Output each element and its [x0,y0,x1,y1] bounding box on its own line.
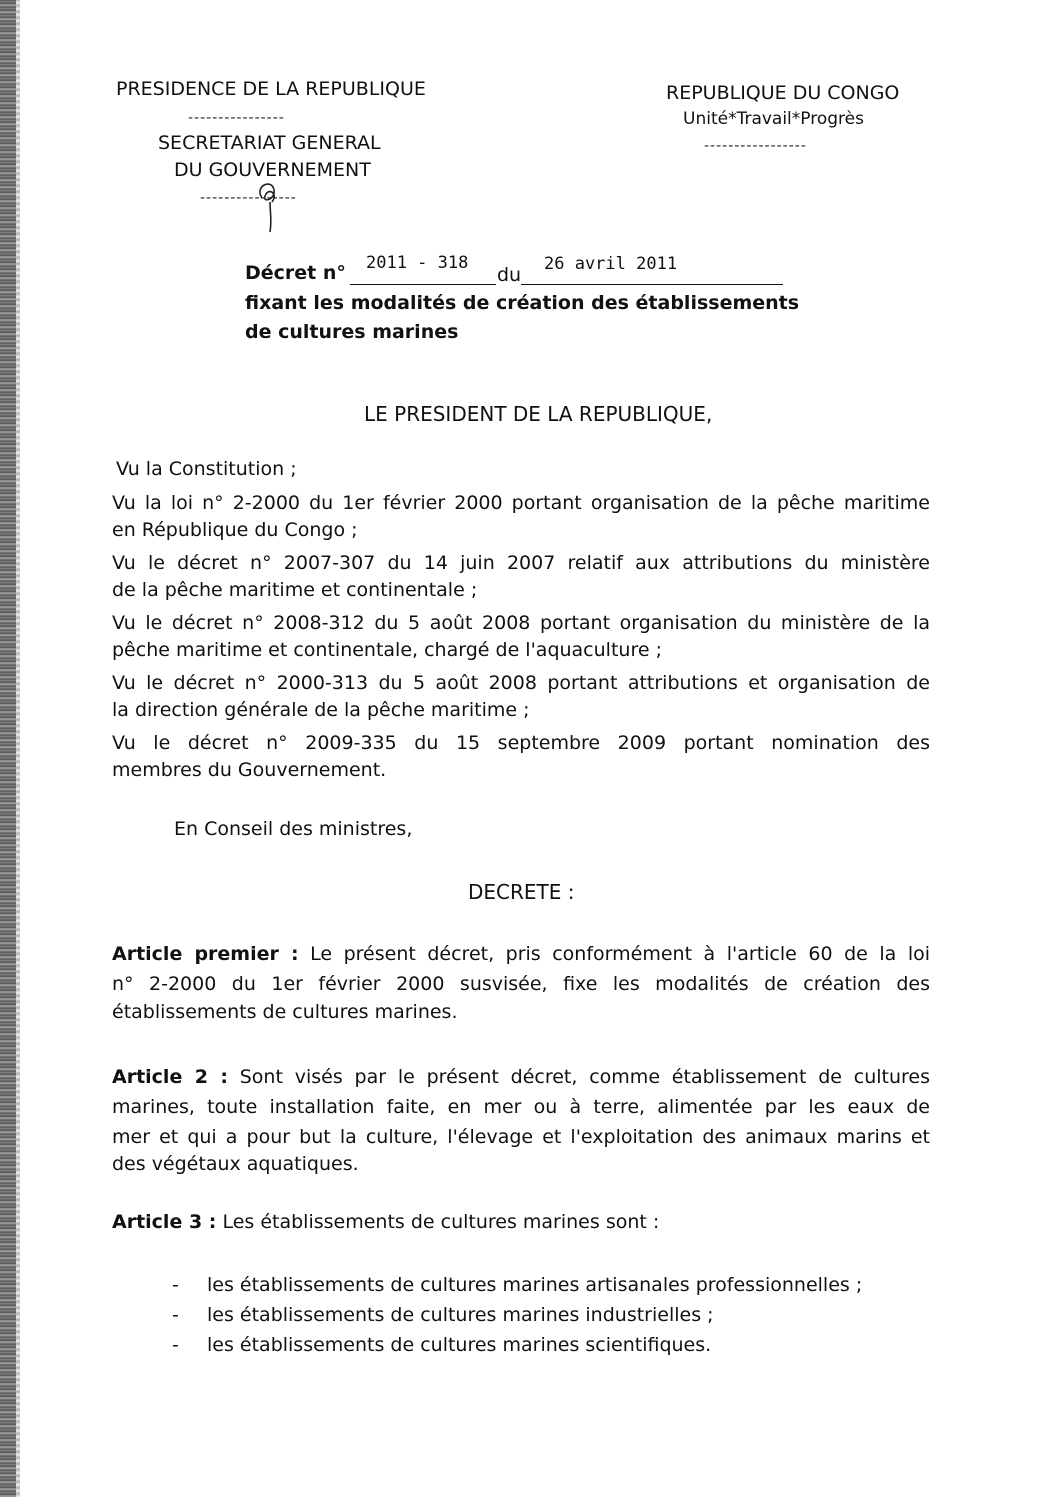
article-1-text-1: Le présent décret, pris conformément à l'article 60 de la loi [310,943,930,965]
article-3-bullet-1: - [172,1274,179,1296]
article-2-line-4: des végétaux aquatiques. [112,1153,359,1175]
article-2-label: Article 2 : [112,1066,228,1088]
header-right-divider: ----------------- [704,138,807,154]
article-1-line-3: établissements de cultures marines. [112,1001,458,1023]
header-left-divider-1: ---------------- [188,110,285,126]
visa-line-9: la direction générale de la pêche maritime ; [112,699,530,721]
visa-line-4: Vu le décret n° 2007-307 du 14 juin 2007 relatif aux attributions du ministère [112,552,930,574]
visa-line-7: pêche maritime et continentale, chargé de l'aquaculture ; [112,639,662,661]
article-3-label: Article 3 : [112,1211,217,1233]
header-secretariat: SECRETARIAT GENERAL [158,132,381,154]
article-2-line-2: marines, toute installation faite, en mer ou à terre, alimentée par les eaux de [112,1096,930,1118]
header-gouvernement: DU GOUVERNEMENT [174,159,371,181]
article-2-line-3: mer et qui a pour but la culture, l'élevage et l'exploitation des animaux marins et [112,1126,930,1148]
header-left-divider-2: ---------------- [200,190,297,206]
council-statement: En Conseil des ministres, [174,818,413,840]
article-3-item-3: les établissements de cultures marines scientifiques. [207,1334,712,1356]
visa-line-11: membres du Gouvernement. [112,759,387,781]
decree-number: 2011 - 318 [366,253,469,273]
scan-edge [0,0,16,1497]
article-3-bullet-2: - [172,1304,179,1326]
initials-signature [248,168,288,238]
decree-title-line-1: fixant les modalités de création des établissements [245,292,800,314]
visa-constitution: Vu la Constitution ; [116,458,297,480]
visa-line-5: de la pêche maritime et continentale ; [112,579,478,601]
article-2-line-1 [112,1062,930,1092]
decree-date-line [521,284,783,285]
decree-number-line [350,284,496,285]
visa-line-10: Vu le décret n° 2009-335 du 15 septembre 2009 portant nomination des [112,732,930,754]
article-3-bullet-3: - [172,1334,179,1356]
visa-line-6: Vu le décret n° 2008-312 du 5 août 2008 portant organisation du ministère de la [112,612,930,634]
article-3-line [112,1213,659,1232]
decree-du: du [497,264,522,286]
decree-prefix: Décret n° [245,262,346,284]
header-motto: Unité*Travail*Progrès [683,109,864,129]
decree-date: 26 avril 2011 [544,254,678,274]
article-1-label: Article premier : [112,943,299,965]
header-republique-du-congo: REPUBLIQUE DU CONGO [666,82,900,104]
president-heading: LE PRESIDENT DE LA REPUBLIQUE, [364,402,713,426]
decrete-heading: DECRETE : [468,880,575,904]
article-1-line-1 [112,939,930,969]
article-1-line-2: n° 2-2000 du 1er février 2000 susvisée, fixe les modalités de création des [112,973,930,995]
article-2-text-1: Sont visés par le présent décret, comme établissement de cultures [239,1066,930,1088]
visa-line-3: en République du Congo ; [112,519,358,541]
header-presidence: PRESIDENCE DE LA REPUBLIQUE [116,78,426,100]
article-3-item-1: les établissements de cultures marines artisanales professionnelles ; [207,1274,863,1296]
decree-title-line-2: de cultures marines [245,321,459,343]
article-3-item-2: les établissements de cultures marines industrielles ; [207,1304,714,1326]
visa-line-8: Vu le décret n° 2000-313 du 5 août 2008 portant attributions et organisation de [112,672,930,694]
article-3-intro: Les établissements de cultures marines sont : [222,1211,660,1233]
scan-edge-shadow [16,0,20,1497]
visa-line-2: Vu la loi n° 2-2000 du 1er février 2000 portant organisation de la pêche maritime [112,492,930,514]
